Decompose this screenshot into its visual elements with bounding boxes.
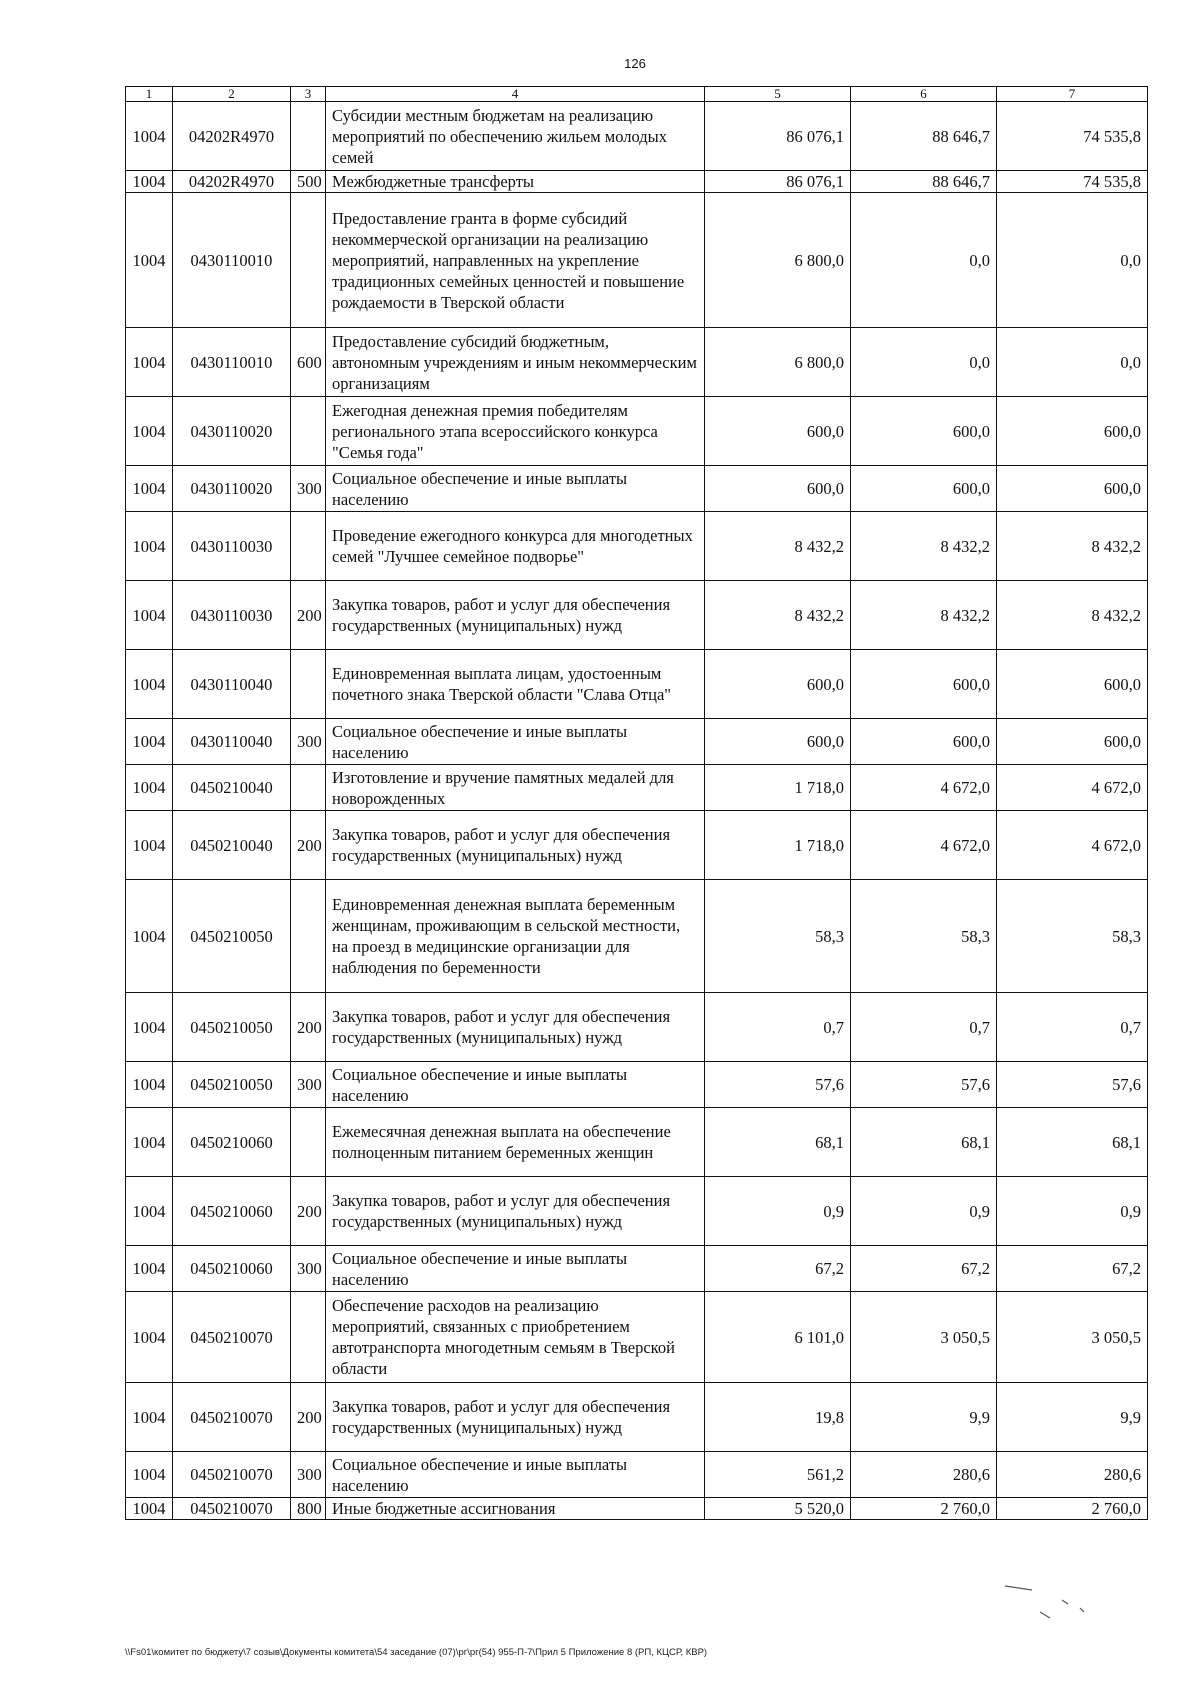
footer-file-path: \\Fs01\комитет по бюджету\7 созыв\Документы комитета\54 заседание (07)\рг\рг(54) 955-П-7\Прил 5 Приложение 8 (РП, КЦСР, КВР) (125, 1647, 708, 1658)
row-section-code: 1004 (126, 466, 173, 512)
row-description: Межбюджетные трансферты (326, 171, 705, 193)
row-value-5: 58,3 (705, 880, 851, 993)
row-value-7: 4 672,0 (997, 811, 1148, 880)
page-number: 126 (624, 56, 646, 71)
row-value-5: 0,9 (705, 1177, 851, 1246)
row-section-code: 1004 (126, 193, 173, 328)
row-description: Единовременная денежная выплата беременным женщинам, проживающим в сельской местности, на проезд в медицинские организации для наблюдения по беременности (326, 880, 705, 993)
row-value-6: 67,2 (851, 1246, 997, 1292)
row-section-code: 1004 (126, 1452, 173, 1498)
row-target-code: 04202R4970 (173, 102, 291, 171)
row-value-7: 0,9 (997, 1177, 1148, 1246)
row-description: Социальное обеспечение и иные выплаты населению (326, 1452, 705, 1498)
row-expense-type: 800 (291, 1498, 326, 1520)
row-value-5: 1 718,0 (705, 811, 851, 880)
row-value-5: 600,0 (705, 466, 851, 512)
row-target-code: 0450210060 (173, 1108, 291, 1177)
row-expense-type: 300 (291, 466, 326, 512)
row-value-6: 600,0 (851, 397, 997, 466)
row-section-code: 1004 (126, 581, 173, 650)
row-description: Закупка товаров, работ и услуг для обеспечения государственных (муниципальных) нужд (326, 1383, 705, 1452)
row-section-code: 1004 (126, 650, 173, 719)
row-value-6: 57,6 (851, 1062, 997, 1108)
row-value-6: 4 672,0 (851, 811, 997, 880)
row-section-code: 1004 (126, 171, 173, 193)
row-target-code: 0430110040 (173, 650, 291, 719)
row-target-code: 0450210070 (173, 1452, 291, 1498)
row-description: Закупка товаров, работ и услуг для обеспечения государственных (муниципальных) нужд (326, 1177, 705, 1246)
row-value-5: 86 076,1 (705, 102, 851, 171)
row-value-7: 67,2 (997, 1246, 1148, 1292)
row-value-6: 88 646,7 (851, 102, 997, 171)
row-target-code: 0450210060 (173, 1246, 291, 1292)
row-value-6: 68,1 (851, 1108, 997, 1177)
row-description: Иные бюджетные ассигнования (326, 1498, 705, 1520)
row-value-5: 68,1 (705, 1108, 851, 1177)
row-value-7: 9,9 (997, 1383, 1148, 1452)
row-section-code: 1004 (126, 765, 173, 811)
row-expense-type: 300 (291, 719, 326, 765)
row-target-code: 0450210070 (173, 1383, 291, 1452)
row-value-5: 5 520,0 (705, 1498, 851, 1520)
row-value-5: 0,7 (705, 993, 851, 1062)
row-description: Ежегодная денежная премия победителям регионального этапа всероссийского конкурса "Семья года" (326, 397, 705, 466)
row-target-code: 04202R4970 (173, 171, 291, 193)
row-description: Предоставление субсидий бюджетным, автономным учреждениям и иным некоммерческим организациям (326, 328, 705, 397)
row-target-code: 0450210050 (173, 993, 291, 1062)
row-value-6: 2 760,0 (851, 1498, 997, 1520)
row-value-6: 280,6 (851, 1452, 997, 1498)
row-value-7: 0,0 (997, 193, 1148, 328)
row-section-code: 1004 (126, 328, 173, 397)
row-value-6: 600,0 (851, 466, 997, 512)
row-target-code: 0430110020 (173, 397, 291, 466)
row-value-6: 4 672,0 (851, 765, 997, 811)
row-value-7: 280,6 (997, 1452, 1148, 1498)
header-col-7: 7 (997, 87, 1148, 102)
row-expense-type: 200 (291, 1177, 326, 1246)
header-col-1: 1 (126, 87, 173, 102)
row-value-7: 600,0 (997, 397, 1148, 466)
row-value-6: 8 432,2 (851, 581, 997, 650)
row-value-7: 8 432,2 (997, 581, 1148, 650)
row-value-5: 86 076,1 (705, 171, 851, 193)
row-value-7: 600,0 (997, 650, 1148, 719)
row-value-7: 3 050,5 (997, 1292, 1148, 1383)
row-description: Субсидии местным бюджетам на реализацию мероприятий по обеспечению жильем молодых семей (326, 102, 705, 171)
row-value-6: 0,9 (851, 1177, 997, 1246)
row-description: Единовременная выплата лицам, удостоенным почетного знака Тверской области "Слава Отца" (326, 650, 705, 719)
row-target-code: 0430110020 (173, 466, 291, 512)
header-col-3: 3 (291, 87, 326, 102)
row-value-6: 88 646,7 (851, 171, 997, 193)
row-value-5: 6 101,0 (705, 1292, 851, 1383)
row-value-5: 600,0 (705, 719, 851, 765)
row-section-code: 1004 (126, 880, 173, 993)
row-description: Закупка товаров, работ и услуг для обеспечения государственных (муниципальных) нужд (326, 811, 705, 880)
row-description: Проведение ежегодного конкурса для многодетных семей "Лучшее семейное подворье" (326, 512, 705, 581)
row-section-code: 1004 (126, 1062, 173, 1108)
row-section-code: 1004 (126, 512, 173, 581)
row-value-5: 8 432,2 (705, 581, 851, 650)
row-value-5: 8 432,2 (705, 512, 851, 581)
row-description: Социальное обеспечение и иные выплаты населению (326, 1246, 705, 1292)
header-col-2: 2 (173, 87, 291, 102)
row-value-6: 0,0 (851, 193, 997, 328)
row-value-7: 600,0 (997, 719, 1148, 765)
row-description: Закупка товаров, работ и услуг для обеспечения государственных (муниципальных) нужд (326, 581, 705, 650)
row-value-5: 600,0 (705, 650, 851, 719)
row-section-code: 1004 (126, 1177, 173, 1246)
row-expense-type: 500 (291, 171, 326, 193)
row-value-7: 58,3 (997, 880, 1148, 993)
row-expense-type: 200 (291, 993, 326, 1062)
row-target-code: 0450210070 (173, 1498, 291, 1520)
row-value-5: 6 800,0 (705, 328, 851, 397)
scan-mark (1080, 1608, 1084, 1612)
row-section-code: 1004 (126, 1292, 173, 1383)
row-value-7: 4 672,0 (997, 765, 1148, 811)
row-value-7: 8 432,2 (997, 512, 1148, 581)
row-value-6: 0,0 (851, 328, 997, 397)
row-value-6: 9,9 (851, 1383, 997, 1452)
row-value-7: 68,1 (997, 1108, 1148, 1177)
row-value-6: 8 432,2 (851, 512, 997, 581)
header-col-6: 6 (851, 87, 997, 102)
row-description: Предоставление гранта в форме субсидий некоммерческой организации на реализацию мероприятий, направленных на укрепление традиционных семейных ценностей и повышение рождаемости в Тверской области (326, 193, 705, 328)
row-target-code: 0430110030 (173, 512, 291, 581)
row-target-code: 0450210050 (173, 1062, 291, 1108)
row-description: Социальное обеспечение и иные выплаты населению (326, 466, 705, 512)
row-section-code: 1004 (126, 811, 173, 880)
row-value-5: 561,2 (705, 1452, 851, 1498)
row-value-7: 600,0 (997, 466, 1148, 512)
row-section-code: 1004 (126, 1498, 173, 1520)
row-value-5: 6 800,0 (705, 193, 851, 328)
scan-mark (1062, 1600, 1068, 1604)
row-expense-type: 300 (291, 1246, 326, 1292)
row-value-7: 2 760,0 (997, 1498, 1148, 1520)
row-value-6: 0,7 (851, 993, 997, 1062)
row-target-code: 0430110040 (173, 719, 291, 765)
row-section-code: 1004 (126, 1246, 173, 1292)
row-section-code: 1004 (126, 1108, 173, 1177)
row-section-code: 1004 (126, 397, 173, 466)
row-value-6: 3 050,5 (851, 1292, 997, 1383)
row-value-7: 74 535,8 (997, 102, 1148, 171)
row-value-5: 57,6 (705, 1062, 851, 1108)
row-expense-type: 600 (291, 328, 326, 397)
row-target-code: 0450210040 (173, 811, 291, 880)
header-col-4: 4 (326, 87, 705, 102)
row-value-5: 19,8 (705, 1383, 851, 1452)
row-value-7: 0,0 (997, 328, 1148, 397)
header-col-5: 5 (705, 87, 851, 102)
row-target-code: 0450210040 (173, 765, 291, 811)
row-expense-type: 200 (291, 811, 326, 880)
row-expense-type: 200 (291, 581, 326, 650)
row-section-code: 1004 (126, 1383, 173, 1452)
row-description: Социальное обеспечение и иные выплаты населению (326, 719, 705, 765)
row-target-code: 0450210050 (173, 880, 291, 993)
row-value-5: 67,2 (705, 1246, 851, 1292)
row-value-6: 600,0 (851, 650, 997, 719)
scan-mark (1040, 1612, 1050, 1618)
row-value-5: 1 718,0 (705, 765, 851, 811)
row-section-code: 1004 (126, 719, 173, 765)
row-target-code: 0450210060 (173, 1177, 291, 1246)
row-value-7: 57,6 (997, 1062, 1148, 1108)
row-description: Закупка товаров, работ и услуг для обеспечения государственных (муниципальных) нужд (326, 993, 705, 1062)
row-expense-type: 300 (291, 1452, 326, 1498)
row-target-code: 0430110030 (173, 581, 291, 650)
row-value-5: 600,0 (705, 397, 851, 466)
row-expense-type: 200 (291, 1383, 326, 1452)
row-expense-type: 300 (291, 1062, 326, 1108)
row-value-6: 600,0 (851, 719, 997, 765)
scan-mark (1005, 1586, 1032, 1590)
row-description: Ежемесячная денежная выплата на обеспечение полноценным питанием беременных женщин (326, 1108, 705, 1177)
row-target-code: 0430110010 (173, 328, 291, 397)
row-value-7: 74 535,8 (997, 171, 1148, 193)
row-section-code: 1004 (126, 993, 173, 1062)
row-target-code: 0430110010 (173, 193, 291, 328)
row-value-7: 0,7 (997, 993, 1148, 1062)
row-description: Социальное обеспечение и иные выплаты населению (326, 1062, 705, 1108)
row-value-6: 58,3 (851, 880, 997, 993)
row-description: Изготовление и вручение памятных медалей для новорожденных (326, 765, 705, 811)
row-target-code: 0450210070 (173, 1292, 291, 1383)
row-section-code: 1004 (126, 102, 173, 171)
row-description: Обеспечение расходов на реализацию мероприятий, связанных с приобретением автотранспорта многодетным семьям в Тверской области (326, 1292, 705, 1383)
